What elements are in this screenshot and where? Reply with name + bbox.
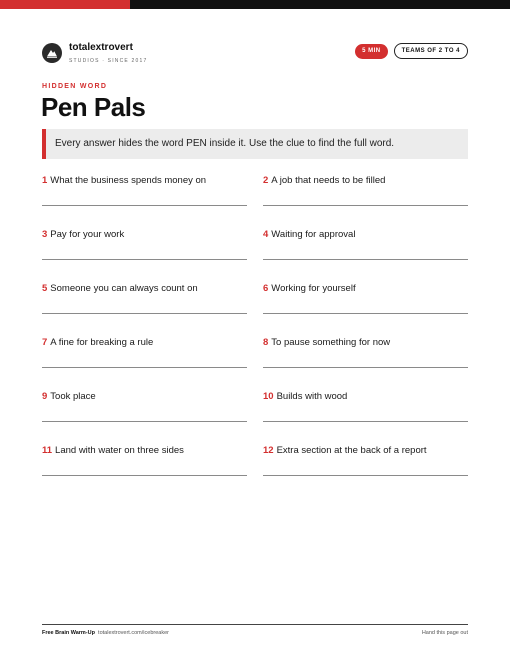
info-pills (355, 43, 468, 59)
mountain-logo-icon (42, 43, 62, 63)
question-clue: To pause something for now (271, 337, 391, 348)
question-item (42, 445, 247, 456)
question-clue: Land with water on three sides (55, 445, 184, 456)
question-number: 12 (263, 445, 274, 456)
answer-line[interactable] (263, 313, 468, 314)
brand-tagline: STUDIOS · SINCE 2017 (69, 58, 148, 64)
question-item (42, 391, 247, 402)
question-item (42, 229, 247, 240)
footer-label: Free Brain Warm-Up (42, 630, 95, 636)
question-item (263, 337, 468, 348)
brand-header (42, 42, 147, 64)
footer-divider (42, 624, 468, 625)
question-number: 3 (42, 229, 48, 240)
answer-line[interactable] (263, 421, 468, 422)
question-item (263, 391, 468, 402)
question-number: 11 (42, 445, 53, 456)
team-size-badge: TEAMS OF 2 TO 4 (394, 43, 468, 59)
question-number: 1 (42, 175, 48, 186)
answer-line[interactable] (42, 205, 247, 206)
answer-line[interactable] (263, 259, 468, 260)
answer-line[interactable] (42, 259, 247, 260)
question-item (263, 175, 468, 186)
question-clue: Someone you can always count on (50, 283, 198, 294)
question-number: 6 (263, 283, 269, 294)
question-item (263, 283, 468, 294)
category-label: HIDDEN WORD (42, 83, 108, 90)
answer-line[interactable] (42, 313, 247, 314)
answer-line[interactable] (42, 367, 247, 368)
question-clue: A fine for breaking a rule (50, 337, 154, 348)
footer-url: totalextrovert.com/icebreaker (98, 630, 169, 636)
question-item (42, 283, 247, 294)
question-clue: Waiting for approval (271, 229, 356, 240)
answer-line[interactable] (42, 421, 247, 422)
question-clue: Working for yourself (271, 283, 356, 294)
question-item (263, 229, 468, 240)
answer-line[interactable] (263, 367, 468, 368)
footer-note: Hand this page out (421, 630, 468, 636)
time-badge: 5 MIN (355, 44, 388, 59)
instruction-callout (42, 129, 468, 159)
brand-name: totalextrovert (69, 42, 133, 53)
answer-line[interactable] (263, 205, 468, 206)
instruction-text: Every answer hides the word PEN inside it. Use the clue to find the full word. (55, 138, 395, 149)
question-number: 7 (42, 337, 48, 348)
question-clue: Extra section at the back of a report (276, 445, 427, 456)
question-number: 9 (42, 391, 48, 402)
question-item (42, 337, 247, 348)
question-clue: Builds with wood (276, 391, 348, 402)
question-clue: A job that needs to be filled (271, 175, 386, 186)
page-title: Pen Pals (41, 92, 146, 122)
question-number: 10 (263, 391, 274, 402)
question-number: 8 (263, 337, 269, 348)
answer-line[interactable] (263, 475, 468, 476)
question-number: 4 (263, 229, 269, 240)
top-bar (0, 0, 510, 9)
question-number: 2 (263, 175, 269, 186)
question-clue: Pay for your work (50, 229, 125, 240)
footer-credit (42, 630, 169, 636)
question-clue: What the business spends money on (50, 175, 207, 186)
answer-line[interactable] (42, 475, 247, 476)
question-number: 5 (42, 283, 48, 294)
question-item (42, 175, 247, 186)
question-item (263, 445, 468, 456)
question-clue: Took place (50, 391, 96, 402)
top-bar-accent (0, 0, 130, 9)
